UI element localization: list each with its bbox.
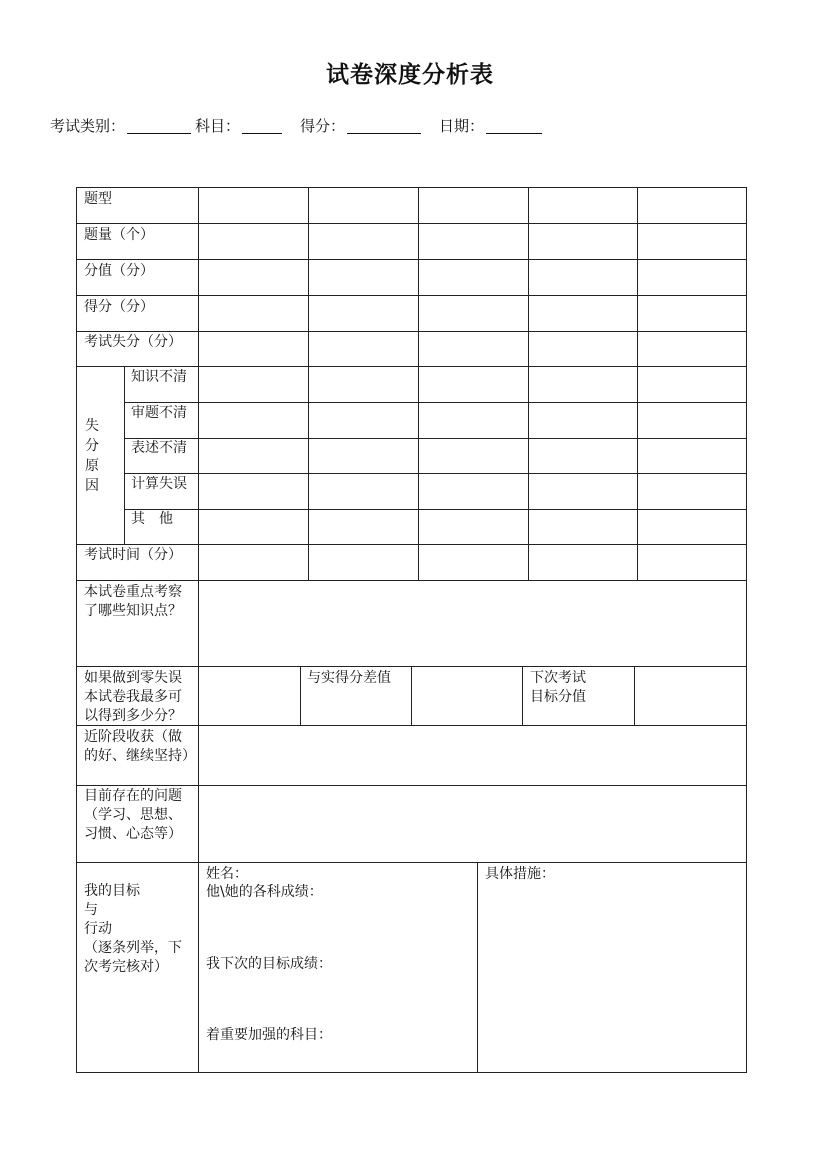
grid-entry-cell[interactable] <box>419 439 528 473</box>
loss-reason-group-label: 失 <box>85 418 99 434</box>
grid-entry-cell[interactable] <box>529 510 637 544</box>
table-border-bottom <box>76 1072 747 1073</box>
grid-entry-cell[interactable] <box>309 332 418 366</box>
row-label-goals: 行动 <box>84 921 112 937</box>
loss-reason-label: 审题不清 <box>131 405 187 421</box>
grid-entry-cell[interactable] <box>638 474 746 509</box>
row-label-current-problems: （学习、思想、 <box>84 807 182 823</box>
key-points-answer[interactable] <box>199 581 746 666</box>
grid-entry-cell[interactable] <box>419 332 528 366</box>
loss-reason-label: 其 他 <box>131 511 173 527</box>
grid-entry-cell[interactable] <box>529 296 637 331</box>
grid-entry-cell[interactable] <box>638 545 746 580</box>
grid-entry-cell[interactable] <box>638 224 746 259</box>
grid-entry-cell[interactable] <box>638 296 746 331</box>
grid-entry-cell[interactable] <box>419 545 528 580</box>
row-label-max-score: 本试卷我最多可 <box>84 689 182 705</box>
grid-entry-cell[interactable] <box>638 403 746 438</box>
row-label-max-score: 以得到多少分？ <box>84 708 182 724</box>
next-target-label: 下次考试 <box>530 670 586 686</box>
next-target-answer[interactable] <box>635 667 746 725</box>
recent-gains-answer[interactable] <box>199 726 746 785</box>
grid-entry-cell[interactable] <box>199 367 308 402</box>
grid-entry-cell[interactable] <box>309 474 418 509</box>
grid-entry-cell[interactable] <box>419 296 528 331</box>
measures-answer[interactable] <box>478 863 746 1072</box>
grid-entry-cell[interactable] <box>309 260 418 295</box>
grid-entry-cell[interactable] <box>309 510 418 544</box>
grid-entry-cell[interactable] <box>199 224 308 259</box>
grid-entry-cell[interactable] <box>199 545 308 580</box>
row-label-question-type: 题型 <box>84 191 112 207</box>
grid-entry-cell[interactable] <box>638 188 746 223</box>
loss-reason-label: 知识不清 <box>131 369 187 385</box>
name-label: 姓名： <box>206 866 248 882</box>
grid-entry-cell[interactable] <box>419 403 528 438</box>
grid-entry-cell[interactable] <box>199 260 308 295</box>
subject-field[interactable] <box>242 117 282 134</box>
grid-entry-cell[interactable] <box>638 367 746 402</box>
grid-entry-cell[interactable] <box>529 332 637 366</box>
grid-entry-cell[interactable] <box>529 260 637 295</box>
exam-info-line <box>50 115 546 136</box>
row-label-current-problems: 习惯、心态等） <box>84 826 182 842</box>
grades-label: 他\她的各科成绩： <box>206 884 323 900</box>
grid-entry-cell[interactable] <box>419 188 528 223</box>
loss-reason-label: 计算失误 <box>131 476 187 492</box>
next-target-label: 目标分值 <box>530 689 586 705</box>
grid-entry-cell[interactable] <box>419 260 528 295</box>
grid-entry-cell[interactable] <box>199 439 308 473</box>
row-label-recent-gains: 的好、继续坚持） <box>84 748 196 764</box>
score-label: 得分： <box>300 117 346 135</box>
grid-entry-cell[interactable] <box>199 296 308 331</box>
date-label: 日期： <box>439 117 485 135</box>
loss-reason-group-label: 原 <box>85 458 99 474</box>
row-label-recent-gains: 近阶段收获（做 <box>84 729 182 745</box>
exam-type-field[interactable] <box>127 117 191 134</box>
grid-entry-cell[interactable] <box>309 188 418 223</box>
grid-entry-cell[interactable] <box>309 224 418 259</box>
grid-entry-cell[interactable] <box>199 510 308 544</box>
grid-entry-cell[interactable] <box>638 332 746 366</box>
reason-column-divider <box>124 366 125 545</box>
grid-entry-cell[interactable] <box>309 296 418 331</box>
row-label-question-count: 题量（个） <box>84 227 154 243</box>
grid-entry-cell[interactable] <box>638 260 746 295</box>
grid-entry-cell[interactable] <box>419 474 528 509</box>
grid-entry-cell[interactable] <box>529 474 637 509</box>
current-problems-answer[interactable] <box>199 786 746 862</box>
grid-entry-cell[interactable] <box>309 367 418 402</box>
grid-entry-cell[interactable] <box>529 439 637 473</box>
my-target-label: 我下次的目标成绩： <box>206 956 332 972</box>
row-label-points: 分值（分） <box>84 263 154 279</box>
grid-entry-cell[interactable] <box>199 332 308 366</box>
row-label-goals: 我的目标 <box>84 883 140 899</box>
score-field[interactable] <box>347 117 421 134</box>
page-title: 试卷深度分析表 <box>326 62 494 88</box>
grid-entry-cell[interactable] <box>529 545 637 580</box>
grid-entry-cell[interactable] <box>529 224 637 259</box>
score-row-divider <box>522 666 523 726</box>
grid-entry-cell[interactable] <box>309 545 418 580</box>
grid-entry-cell[interactable] <box>419 510 528 544</box>
grid-entry-cell[interactable] <box>529 403 637 438</box>
row-label-current-problems: 目前存在的问题 <box>84 788 182 804</box>
focus-subject-label: 着重要加强的科目： <box>206 1027 332 1043</box>
loss-reason-group-label: 分 <box>85 438 99 454</box>
row-label-score: 得分（分） <box>84 299 154 315</box>
row-label-key-points: 本试卷重点考察 <box>84 584 182 600</box>
grid-entry-cell[interactable] <box>199 403 308 438</box>
score-row-divider <box>300 666 301 726</box>
grid-entry-cell[interactable] <box>529 367 637 402</box>
row-label-goals: 与 <box>84 902 98 918</box>
table-border-left <box>76 187 77 1073</box>
difference-answer[interactable] <box>412 667 522 725</box>
row-label-key-points: 了哪些知识点？ <box>84 603 182 619</box>
row-label-goals: （逐条列举，下 <box>84 940 182 956</box>
grid-entry-cell[interactable] <box>199 474 308 509</box>
grid-entry-cell[interactable] <box>638 439 746 473</box>
row-label-goals: 次考完核对） <box>84 959 168 975</box>
loss-reason-group-label: 因 <box>85 478 99 494</box>
difference-label: 与实得分差值 <box>307 670 391 686</box>
grid-entry-cell[interactable] <box>419 367 528 402</box>
measures-label: 具体措施： <box>485 866 555 882</box>
exam-type-label: 考试类别： <box>50 117 126 135</box>
grid-entry-cell[interactable] <box>309 403 418 438</box>
grid-entry-cell[interactable] <box>638 510 746 544</box>
subject-label: 科目： <box>195 117 241 135</box>
grid-entry-cell[interactable] <box>309 439 418 473</box>
row-label-max-score: 如果做到零失误 <box>84 670 182 686</box>
goals-answer[interactable] <box>199 863 477 1072</box>
table-border-right <box>746 187 747 1073</box>
grid-entry-cell[interactable] <box>419 224 528 259</box>
loss-reason-label: 表述不清 <box>131 440 187 456</box>
row-label-exam-time: 考试时间（分） <box>84 547 182 563</box>
max-score-answer[interactable] <box>199 667 300 725</box>
row-label-lost-points: 考试失分（分） <box>84 334 182 350</box>
date-field[interactable] <box>486 117 542 134</box>
grid-entry-cell[interactable] <box>529 188 637 223</box>
grid-entry-cell[interactable] <box>199 188 308 223</box>
